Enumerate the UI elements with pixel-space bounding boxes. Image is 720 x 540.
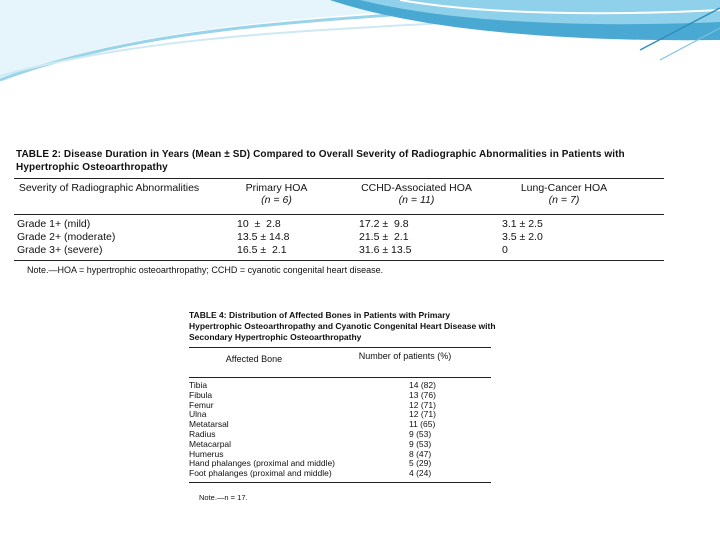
table-2-title: TABLE 2: Disease Duration in Years (Mean ± SD) Compared to Overall Severity of Radiographic Abnormalities in Patients with Hypertrophic Osteoarthropathy bbox=[16, 149, 625, 173]
table-4-body bbox=[189, 378, 491, 479]
table-row: Femur 12 (71) bbox=[189, 399, 436, 410]
table-2-note: Note.—HOA = hypertrophic osteoarthropathy; CCHD = cyanotic congenital heart disease. bbox=[27, 265, 384, 275]
table-2-body bbox=[14, 215, 664, 257]
table-row: Ulna 12 (71) bbox=[189, 409, 436, 420]
table-row: Metatarsal 11 (65) bbox=[189, 419, 436, 430]
table-row: Humerus 8 (47) bbox=[189, 448, 432, 459]
table-2 bbox=[14, 148, 664, 275]
col-cchd-header: CCHD-Associated HOA (n = 11) bbox=[361, 182, 472, 206]
table-4-title: TABLE 4: Distribution of Affected Bones in Patients with Primary Hypertrophic Osteoarthropathy and Cyanotic Congenital Heart Disease with Secondary Hypertrophic Osteoarthropathy bbox=[189, 310, 496, 342]
table-row: Radius 9 (53) bbox=[189, 428, 432, 439]
col-bone-header: Affected Bone bbox=[225, 354, 283, 364]
table-row: Grade 1+ (mild) 10 ± 2.8 17.2 ± 9.8 3.1 ± 2.5 bbox=[17, 218, 543, 230]
table-row: Foot phalanges (proximal and middle) 4 (24) bbox=[189, 468, 432, 479]
table-2-header bbox=[14, 179, 664, 214]
table-2-bottom-rule bbox=[14, 260, 664, 261]
col-severity-header: Severity of Radiographic Abnormalities bbox=[18, 182, 200, 194]
col-primary-header: Primary HOA (n = 6) bbox=[245, 182, 308, 206]
table-row: Hand phalanges (proximal and middle) 5 (29) bbox=[189, 458, 432, 469]
table-4-bottom-rule bbox=[189, 482, 491, 483]
table-row: Tibia 14 (82) bbox=[189, 380, 436, 390]
header-wave-decoration bbox=[0, 0, 720, 90]
table-4-note: Note.—n = 17. bbox=[199, 492, 248, 502]
table-row: Grade 3+ (severe) 16.5 ± 2.1 31.6 ± 13.5 0 bbox=[17, 244, 508, 256]
table-4-header bbox=[189, 348, 491, 373]
table-4 bbox=[181, 301, 503, 525]
table-row: Fibula 13 (76) bbox=[189, 389, 436, 400]
table-row: Grade 2+ (moderate) 13.5 ± 14.8 21.5 ± 2.1 3.5 ± 2.0 bbox=[17, 231, 543, 243]
col-patients-header: Number of patients (%) bbox=[358, 351, 452, 361]
table-row: Metacarpal 9 (53) bbox=[189, 438, 432, 449]
col-lung-header: Lung-Cancer HOA (n = 7) bbox=[520, 182, 608, 206]
